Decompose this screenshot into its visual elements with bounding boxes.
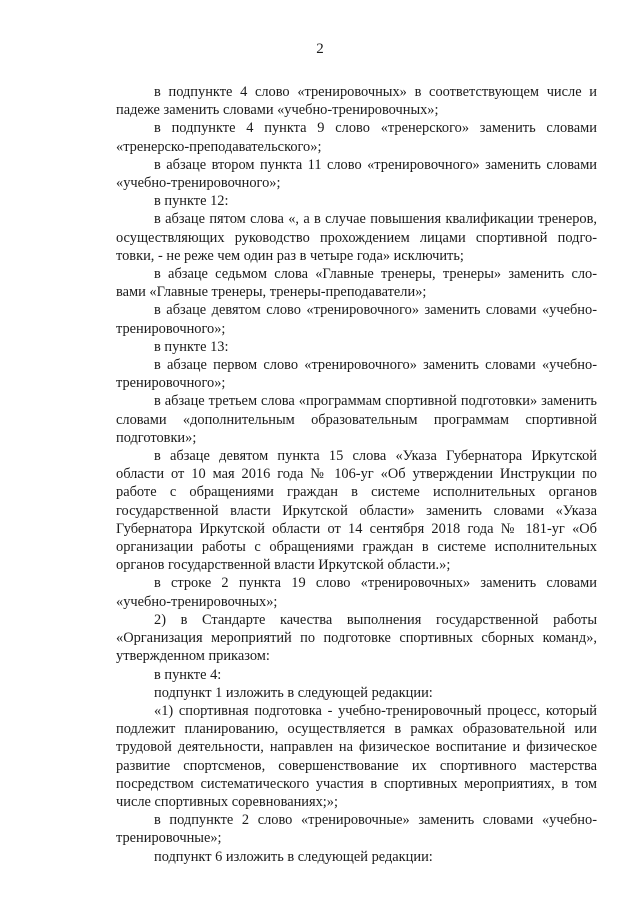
paragraph-8: в пункте 13: [154,338,229,355]
paragraph-14: в пункте 4: [154,666,222,683]
paragraph-16: «1) спортивная подготовка - учебно-тренировочный процесс, который подлежит планированию, осуществляется в рамках образовательной или трудовой деятельности, направлен на физическое воспитание и физическое развитие спортсменов, совершенствование их спортивного мастерства посредством систематического участия в спортивных мероприятиях, в том числе спортивных соревнованиях;»; [116,702,597,810]
paragraph-2: в подпункте 4 пункта 9 слово «тренерского» заменить словами «тренерско-преподавательского»; [116,120,597,155]
paragraph-15: подпункт 1 изложить в следующей редакции: [154,684,433,701]
paragraph-7: в абзаце девятом слово «тренировочного» заменить словами «учебно-тренировочного»; [116,302,597,337]
paragraph-18: подпункт 6 изложить в следующей редакции: [154,848,433,865]
paragraph-12: в строке 2 пункта 19 слово «тренировочных» заменить словами «учебно-тренировочных»; [116,575,597,610]
paragraph-11: в абзаце девятом пункта 15 слова «Указа Губернатора Иркутской области от 10 мая 2016 года № 106-уг «Об утверждении Инструкции по работе с обращениями граждан в системе исполнительных органов государственной власти Иркутской области» заменить словами «Указа Губернатора Иркутской области от 14 сентября 2018 года № 181-уг «Об организации работы с обращениями граждан в системе исполнительных органов государственной власти Иркутской области.»; [116,448,597,574]
paragraph-1: в подпункте 4 слово «тренировочных» в соответствующем числе и падеже заменить словами «учебно-тренировочных»; [116,84,597,119]
document-body [116,83,597,866]
paragraph-4: в пункте 12: [154,193,229,210]
paragraph-3: в абзаце втором пункта 11 слово «тренировочного» заменить словами «учебно-тренировочного»; [116,156,597,192]
paragraph-5: в абзаце пятом слова «, а в случае повышения квалификации тренеров, осуществляющих руководство прохождением лицами спортивной подго-товки, - не реже чем один раз в четыре года» исключить; [116,211,597,264]
paragraph-10: в абзаце третьем слова «программам спортивной подготовки» заменить словами «дополнительным образовательным программам спортивной подготовки»; [116,393,597,446]
paragraph-17: в подпункте 2 слово «тренировочные» заменить словами «учебно-тренировочные»; [116,812,597,847]
page-number: 2 [316,41,324,57]
paragraph-6: в абзаце седьмом слова «Главные тренеры, тренеры» заменить сло-вами «Главные тренеры, тренеры-преподаватели»; [116,266,597,301]
paragraph-13: 2) в Стандарте качества выполнения государственной работы «Организация мероприятий по подготовке спортивных сборных команд», утвержденном приказом: [116,611,597,665]
paragraph-9: в абзаце первом слово «тренировочного» заменить словами «учебно-тренировочного»; [116,357,597,392]
